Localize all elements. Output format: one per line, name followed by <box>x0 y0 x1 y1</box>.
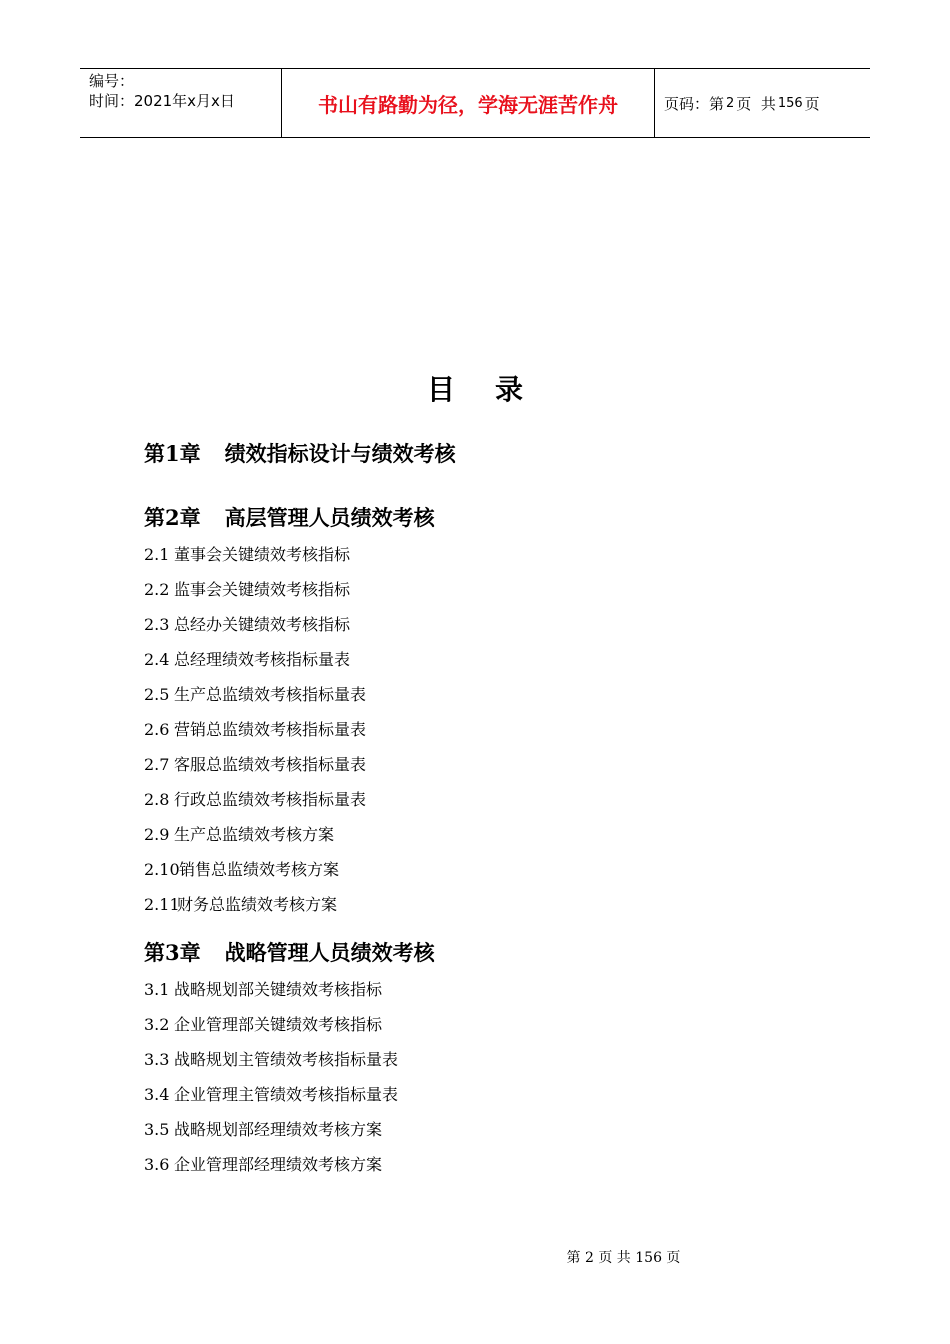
toc-entry[interactable] <box>144 787 366 810</box>
entry-number: 2.8 <box>144 790 170 809</box>
header-motto: 书山有路勤为径，学海无涯苦作舟 <box>282 69 655 137</box>
entry-title: 企业管理部关键绩效考核指标 <box>174 1015 383 1034</box>
entry-number: 3.4 <box>144 1085 170 1104</box>
entry-number: 3.5 <box>144 1120 170 1139</box>
toc-entry[interactable] <box>144 822 334 845</box>
entry-title: 战略规划部经理绩效考核方案 <box>174 1120 383 1139</box>
toc-title-char-2: 录 <box>495 373 524 406</box>
page-prefix: 页码：第 <box>664 94 725 113</box>
entry-title: 董事会关键绩效考核指标 <box>174 545 351 564</box>
entry-title: 监事会关键绩效考核指标 <box>174 580 351 599</box>
entry-number: 2.6 <box>144 720 170 739</box>
header-meta <box>80 69 282 137</box>
number-label: 编号： <box>89 72 135 90</box>
entry-title: 生产总监绩效考核方案 <box>174 825 335 844</box>
toc-entry[interactable] <box>144 682 366 705</box>
entry-title: 战略规划部关键绩效考核指标 <box>174 980 383 999</box>
page-current: 2 <box>726 95 735 111</box>
entry-title: 客服总监绩效考核指标量表 <box>174 755 367 774</box>
toc-entry[interactable] <box>144 577 350 600</box>
entry-number: 2.1 <box>144 545 170 564</box>
chapter-title: 高层管理人员绩效考核 <box>224 505 435 530</box>
entry-number: 3.3 <box>144 1050 170 1069</box>
entry-number: 2.11 <box>144 895 180 914</box>
entry-title: 企业管理主管绩效考核指标量表 <box>174 1085 399 1104</box>
toc-entry[interactable] <box>144 1082 398 1105</box>
entry-title: 销售总监绩效考核方案 <box>179 860 340 879</box>
time-label: 时间：2021年x月x日 <box>89 92 235 110</box>
chapter-number: 第1章 <box>144 441 201 466</box>
toc-entry[interactable] <box>144 647 350 670</box>
page-header <box>80 68 870 138</box>
entry-number: 2.2 <box>144 580 170 599</box>
entry-title: 战略规划主管绩效考核指标量表 <box>174 1050 399 1069</box>
entry-number: 2.4 <box>144 650 170 669</box>
toc-entry[interactable] <box>144 1152 382 1175</box>
toc-entry[interactable] <box>144 857 339 880</box>
toc-entry[interactable] <box>144 1117 382 1140</box>
chapter-number: 第2章 <box>144 505 201 530</box>
entry-title: 营销总监绩效考核指标量表 <box>174 720 367 739</box>
toc-chapter-3[interactable] <box>144 937 435 967</box>
entry-title: 行政总监绩效考核指标量表 <box>174 790 367 809</box>
header-page-info <box>655 69 870 137</box>
toc-entry[interactable] <box>144 542 350 565</box>
chapter-title: 绩效指标设计与绩效考核 <box>224 441 456 466</box>
toc-entry[interactable] <box>144 717 366 740</box>
page-footer: 第 2 页 共 156 页 <box>566 1250 681 1266</box>
entry-title: 总经办关键绩效考核指标 <box>174 615 351 634</box>
entry-title: 总经理绩效考核指标量表 <box>174 650 351 669</box>
toc-chapter-1[interactable] <box>144 438 456 468</box>
entry-title: 企业管理部经理绩效考核方案 <box>174 1155 383 1174</box>
toc-title-char-1: 目 <box>426 373 455 406</box>
page-suffix: 页 <box>804 94 820 113</box>
entry-number: 2.10 <box>144 860 180 879</box>
entry-number: 2.7 <box>144 755 170 774</box>
chapter-title: 战略管理人员绩效考核 <box>224 940 435 965</box>
toc-entry[interactable] <box>144 612 350 635</box>
entry-number: 2.5 <box>144 685 170 704</box>
toc-chapter-2[interactable] <box>144 502 435 532</box>
entry-number: 2.3 <box>144 615 170 634</box>
toc-entry[interactable] <box>144 752 366 775</box>
chapter-number: 第3章 <box>144 940 201 965</box>
entry-title: 生产总监绩效考核指标量表 <box>174 685 367 704</box>
entry-title: 财务总监绩效考核方案 <box>177 895 338 914</box>
page-total: 156 <box>777 95 803 111</box>
page-mid: 页 共 <box>736 94 776 113</box>
toc-entry[interactable] <box>144 892 337 915</box>
toc-entry[interactable] <box>144 1047 398 1070</box>
toc-entry[interactable] <box>144 1012 382 1035</box>
toc-entry[interactable] <box>144 977 382 1000</box>
toc-title <box>0 368 950 408</box>
entry-number: 2.9 <box>144 825 170 844</box>
entry-number: 3.1 <box>144 980 170 999</box>
entry-number: 3.6 <box>144 1155 170 1174</box>
entry-number: 3.2 <box>144 1015 170 1034</box>
